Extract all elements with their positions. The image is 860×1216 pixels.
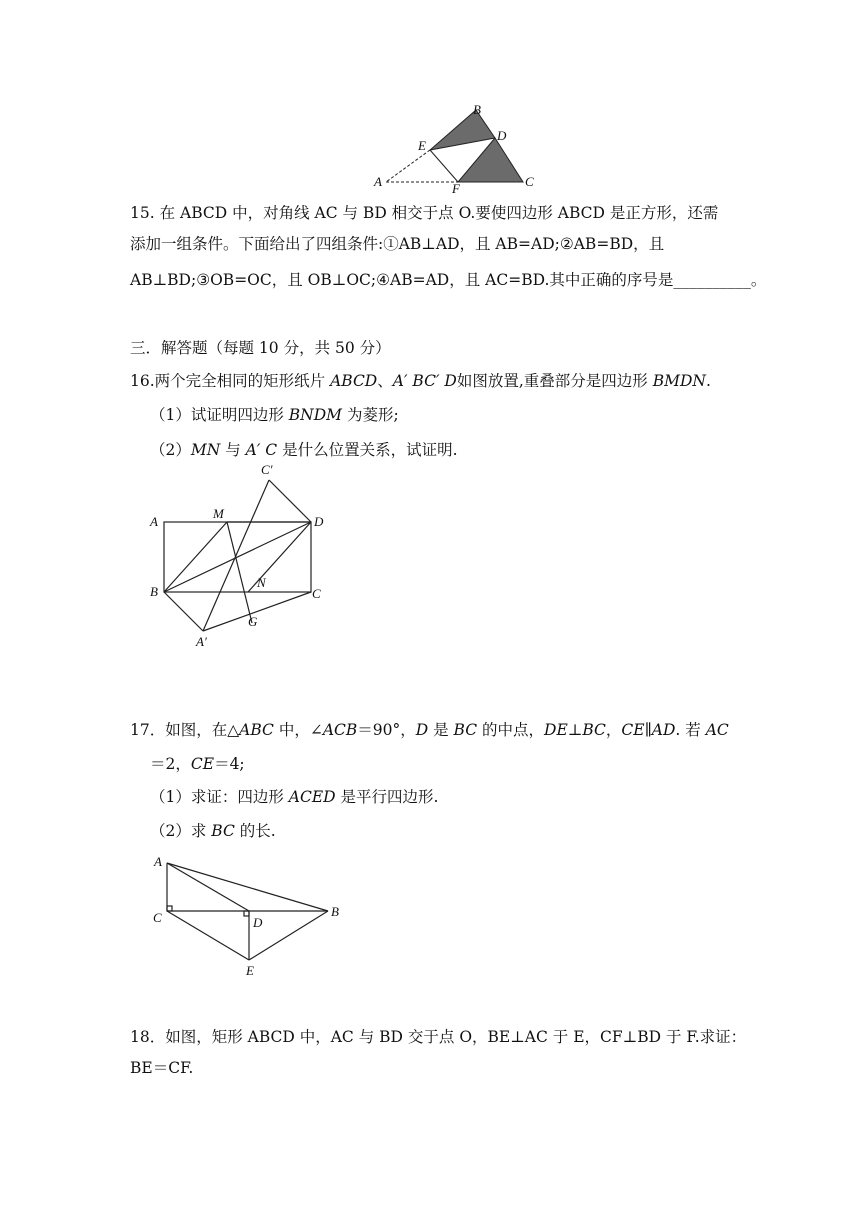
shaded-triangle-right — [458, 138, 523, 182]
label-b: B — [473, 102, 481, 117]
label-b: B — [150, 584, 158, 599]
label-c: C — [153, 910, 162, 925]
shaded-triangle-top — [430, 110, 495, 150]
q17-part-2: （2）求 BC 的长. — [150, 822, 276, 840]
label-c: C — [312, 586, 321, 601]
q18-line-1: 18．如图，矩形 ABCD 中，AC 与 BD 交于点 O，BE⊥AC 于 E，CF⊥BD 于 F.求证： — [130, 1028, 747, 1046]
q16-intro: 16.两个完全相同的矩形纸片 ABCD、A′ BC′ D如图放置,重叠部分是四边形 BMDN. — [130, 372, 711, 390]
label-n: N — [257, 575, 266, 590]
q17-part-1: （1）求证：四边形 ACED 是平行四边形. — [150, 788, 439, 806]
q16-part-2: （2）MN 与 A′ C 是什么位置关系，试证明. — [150, 441, 458, 459]
label-a: A — [150, 514, 158, 529]
q17-figure — [145, 848, 355, 983]
label-a: A — [374, 174, 382, 189]
label-d: D — [314, 514, 324, 529]
label-e: E — [418, 138, 426, 153]
q15-line-3: AB⊥BD;③OB=OC，且 OB⊥OC;④AB=AD，且 AC=BD.其中正确的序号是__________。 — [130, 271, 767, 289]
label-m: M — [213, 506, 224, 521]
label-b: B — [331, 904, 339, 919]
q15-line-1: 15. 在 ABCD 中，对角线 AC 与 BD 相交于点 O.要使四边形 ABCD 是正方形，还需 — [130, 204, 719, 222]
q16-figure — [140, 458, 350, 653]
label-f: F — [452, 181, 460, 195]
label-d: D — [253, 915, 263, 930]
label-e: E — [246, 963, 254, 978]
q18-line-2: BE＝CF. — [130, 1059, 194, 1077]
label-a-prime: A′ — [196, 634, 207, 649]
label-c: C — [525, 174, 534, 189]
label-a: A — [154, 854, 162, 869]
label-g: G — [248, 614, 258, 629]
q14-figure — [360, 100, 550, 195]
q17-line-1: 17．如图，在△ABC 中，∠ACB＝90°，D 是 BC 的中点，DE⊥BC，CE∥AD. 若 AC — [130, 721, 729, 739]
q15-line-2: 添加一组条件。下面给出了四组条件:①AB⊥AD，且 AB=AD;②AB=BD，且 — [130, 235, 665, 253]
label-c-prime: C′ — [261, 462, 273, 477]
q16-part-1: （1）试证明四边形 BNDM 为菱形; — [150, 406, 399, 424]
label-d: D — [497, 128, 507, 143]
q17-line-2: ＝2，CE＝4; — [150, 755, 245, 773]
section-3-title: 三．解答题（每题 10 分，共 50 分） — [130, 339, 391, 357]
